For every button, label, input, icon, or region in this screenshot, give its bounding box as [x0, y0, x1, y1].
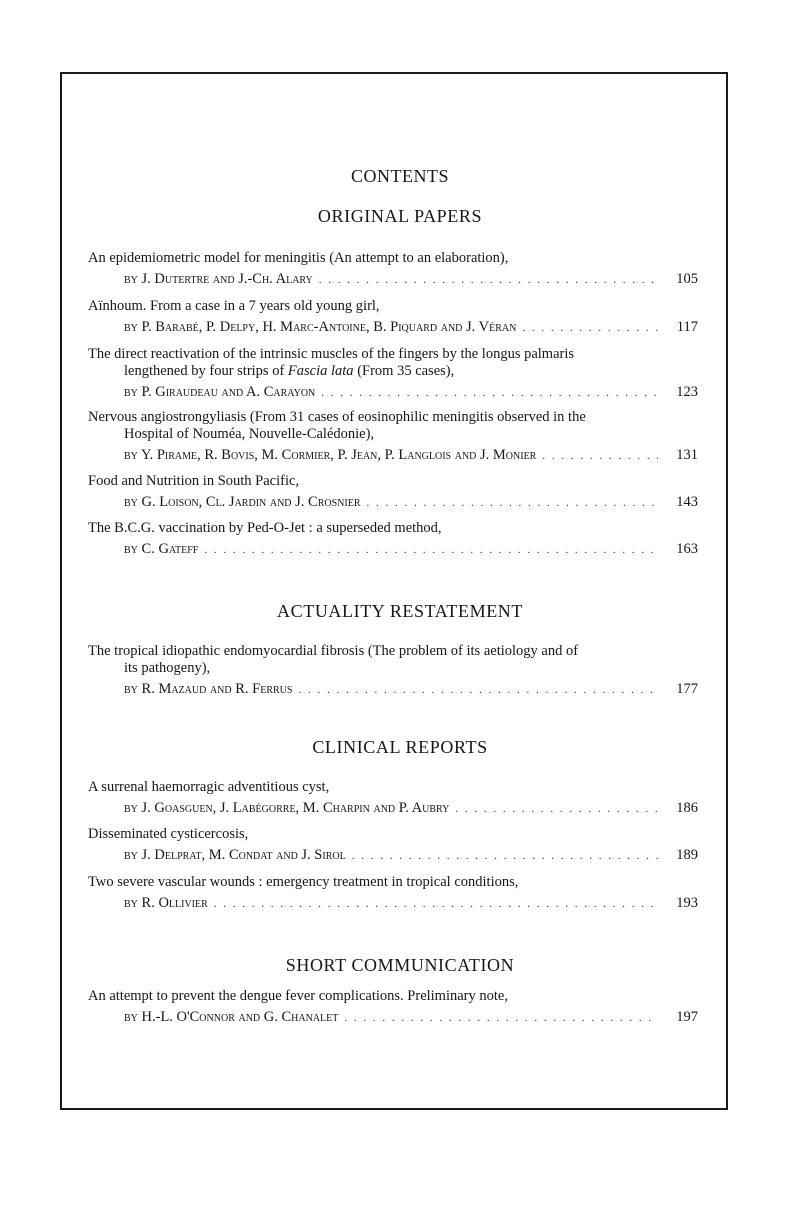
entry-authors: by Y. Pirame, R. Bovis, M. Cormier, P. Jean, P. Langlois and J. Monier — [124, 447, 537, 463]
entry-authors: by C. Gateff — [124, 541, 199, 557]
entry-title-line-1: The direct reactivation of the intrinsic muscles of the fingers by the longus palmaris — [88, 346, 575, 362]
toc-entry-food-nutrition — [88, 473, 698, 512]
entry-page-number: 143 — [676, 494, 698, 510]
entry-title-line-1: The tropical idiopathic endomyocardial fibrosis (The problem of its aetiology and of — [88, 643, 579, 659]
entry-authors: by J. Delprat, M. Condat and J. Sirol — [124, 847, 346, 863]
dot-leader — [319, 272, 658, 289]
dot-leader — [367, 495, 658, 512]
entry-authors: by G. Loison, Cl. Jardin and J. Crosnier — [124, 494, 361, 510]
section-heading-original-papers: ORIGINAL PAPERS — [317, 206, 483, 226]
entry-title-line-2 — [88, 363, 698, 380]
entry-title: The B.C.G. vaccination by Ped-O-Jet : a superseded method, — [88, 520, 442, 536]
toc-entry-longus-palmaris — [88, 346, 698, 402]
dot-leader — [352, 848, 658, 865]
section-heading-clinical-reports: CLINICAL REPORTS — [312, 737, 488, 757]
dot-leader — [321, 385, 658, 402]
entry-title: Two severe vascular wounds : emergency treatment in tropical conditions, — [88, 874, 519, 890]
toc-entry-cysticercosis — [88, 826, 698, 865]
entry-title-text: lengthened by four strips of — [124, 363, 288, 379]
entry-page-number: 105 — [676, 271, 698, 287]
dot-leader — [214, 896, 658, 913]
toc-entry-ainhoum — [88, 298, 698, 337]
entry-page-number: 197 — [676, 1009, 698, 1025]
dot-leader — [522, 320, 658, 337]
entry-page-number: 186 — [676, 800, 698, 816]
entry-title-line-2: its pathogeny), — [124, 660, 211, 676]
dot-leader — [204, 542, 658, 559]
toc-entry-dengue-fever — [88, 988, 698, 1027]
entry-authors: by J. Dutertre and J.-Ch. Alary — [124, 271, 313, 287]
toc-entry-bcg-vaccination — [88, 520, 698, 559]
entry-title: A surrenal haemorragic adventitious cyst, — [88, 779, 330, 795]
dot-leader — [455, 801, 658, 818]
entry-title-line-2: Hospital of Nouméa, Nouvelle-Calédonie), — [124, 426, 375, 442]
entry-authors: by P. Barabé, P. Delpy, H. Marc-Antoine, B. Piquard and J. Véran — [124, 319, 517, 335]
dot-leader — [344, 1010, 658, 1027]
dot-leader — [542, 448, 658, 465]
entry-title-text: (From 35 cases), — [353, 363, 455, 379]
entry-page-number: 189 — [676, 847, 698, 863]
section-heading-short-communication: SHORT COMMUNICATION — [285, 955, 515, 975]
entry-title: Food and Nutrition in South Pacific, — [88, 473, 300, 489]
entry-title: Aïnhoum. From a case in a 7 years old young girl, — [88, 298, 380, 314]
toc-entry-vascular-wounds — [88, 874, 698, 913]
entry-authors: by H.-L. O'Connor and G. Chanalet — [124, 1009, 339, 1025]
entry-page-number: 131 — [676, 447, 698, 463]
dot-leader — [298, 682, 658, 699]
toc-entry-angiostrongyliasis — [88, 409, 698, 465]
entry-page-number: 163 — [676, 541, 698, 557]
entry-page-number: 177 — [676, 681, 698, 697]
toc-entry-surrenal-cyst — [88, 779, 698, 818]
entry-title: Disseminated cysticercosis, — [88, 826, 249, 842]
entry-page-number: 117 — [676, 319, 698, 335]
contents-title: CONTENTS — [351, 166, 449, 186]
toc-entry-epidemiometric-model — [88, 250, 698, 289]
entry-authors: by R. Mazaud and R. Ferrus — [124, 681, 293, 697]
entry-title-line-1: Nervous angiostrongyliasis (From 31 cases of eosinophilic meningitis observed in the — [88, 409, 586, 425]
entry-authors: by P. Giraudeau and A. Carayon — [124, 384, 316, 400]
entry-title-italic: Fascia lata — [287, 363, 354, 379]
entry-authors: by J. Goasguen, J. Labégorre, M. Charpin and P. Aubry — [124, 800, 450, 816]
entry-authors: by R. Ollivier — [124, 895, 208, 911]
entry-page-number: 123 — [676, 384, 698, 400]
entry-title: An epidemiometric model for meningitis (An attempt to an elaboration), — [88, 250, 509, 266]
section-heading-actuality-restatement: ACTUALITY RESTATEMENT — [277, 601, 523, 621]
toc-entry-endomyocardial-fibrosis — [88, 643, 698, 699]
entry-page-number: 193 — [676, 895, 698, 911]
entry-title: An attempt to prevent the dengue fever complications. Preliminary note, — [88, 988, 508, 1004]
